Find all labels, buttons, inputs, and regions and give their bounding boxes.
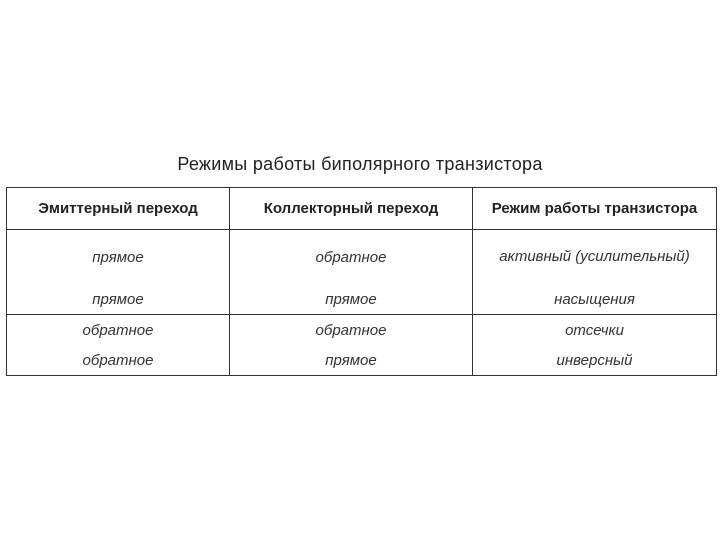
header-emitter-junction: Эмиттерный переход xyxy=(7,188,230,230)
cell-mode: насыщения xyxy=(473,284,717,315)
cell-collector: прямое xyxy=(230,284,473,315)
header-collector-junction: Коллекторный переход xyxy=(230,188,473,230)
cell-collector: обратное xyxy=(230,230,473,285)
header-operating-mode: Режим работы транзистора xyxy=(473,188,717,230)
table-row xyxy=(7,315,717,346)
cell-emitter: прямое xyxy=(7,284,230,315)
cell-mode: активный (усилительный) xyxy=(473,230,717,285)
cell-mode: инверсный xyxy=(473,345,717,376)
page-title: Режимы работы биполярного транзистора xyxy=(177,154,543,174)
transistor-modes-table xyxy=(6,187,717,376)
cell-collector: прямое xyxy=(230,345,473,376)
table-header-row xyxy=(7,188,717,230)
cell-mode: отсечки xyxy=(473,315,717,346)
table-row xyxy=(7,284,717,315)
cell-emitter: обратное xyxy=(7,315,230,346)
cell-collector: обратное xyxy=(230,315,473,346)
table-row xyxy=(7,230,717,285)
table-row xyxy=(7,345,717,376)
cell-emitter: прямое xyxy=(7,230,230,285)
cell-emitter: обратное xyxy=(7,345,230,376)
